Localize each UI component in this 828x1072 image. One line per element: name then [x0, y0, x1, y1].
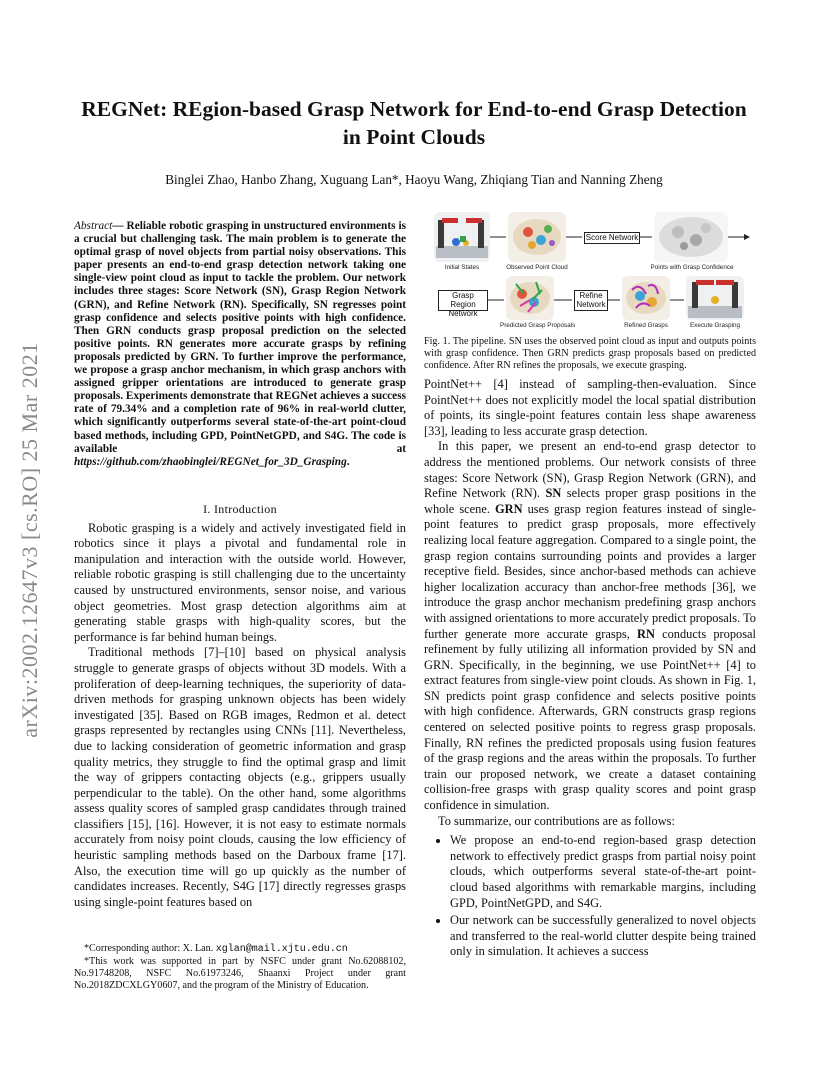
- grasp-region-network-box: Grasp Region Network: [438, 290, 488, 311]
- label-initial-states: Initial States: [444, 264, 480, 271]
- abstract-end: .: [346, 455, 350, 468]
- label-points-with-grasp-confidence: Points with Grasp Confidence: [650, 264, 734, 271]
- predicted-grasp-proposals-image: [506, 276, 554, 320]
- intro-paragraph-1: Robotic grasping is a widely and actively investigated field in robotics since it plays a pivotal and fundamental role in manipulation and interaction with the outside world. However, reliable robotic grasping is still challenging due to the uncertainty caused by unstructured environments, sensor noise, and various object geometries. Most grasp detection algorithms aim at generating stable grasps with high-quality scores, but the performance is far behind human beings.: [74, 520, 406, 644]
- overview-text-c: uses grasp region features instead of single-point features to predict grasp proposals, more effectively realizing local feature aggregation. Compared to a single point, the grasp region contains surrounding points and provides a larger receptive field. Besides, since anchor-based methods can achieve higher localization accuracy than anchor-free methods [36], we introduce the grasp anchor mechanism predefining grasp anchors with assigned orientations to more accurately predict proposals. To further generate more accurate grasps,: [424, 501, 756, 641]
- abstract: [74, 220, 406, 469]
- contributions-intro: To summarize, our contributions are as follows:: [438, 813, 675, 828]
- contribution-item: • We propose an end-to-end region-based grasp detection network to effectively predict grasps from partial noisy point clouds, which outperforms several state-of-the-art point-cloud based algorithms with remarkable margins, including GPD, PointNetGPD, and S4G.: [450, 833, 756, 911]
- introduction: [74, 497, 406, 910]
- bold-rn: RN: [637, 626, 655, 641]
- continued-paragraph: PointNet++ [4] instead of sampling-then-evaluation. Since PointNet++ does not explicitly model the local spatial distribution of points, its single-point features contain less shape awareness [33], leading to less accurate grasp detection.: [424, 377, 756, 438]
- overview-text-a: In this paper, we present an end-to-end grasp detector to address the mentioned problems. Our network consists of three stages: Score Network (SN), Grasp Region Network (GRN), and Refine Network (RN).: [424, 439, 756, 501]
- bold-sn: SN: [545, 486, 562, 501]
- footnote-funding: *This work was supported in part by NSFC under grant No.62088102, No.91748208, NSFC No.61973246, Shaanxi Project under grant No.2018ZDCXLGY0607, and the program of the Ministry of Education.: [74, 956, 406, 991]
- figure-1-pipeline: [424, 210, 756, 334]
- contributions-list: [424, 833, 756, 960]
- contribution-item: • Our network can be successfully generalized to novel objects and transferred to the real-world clutter despite being trained only in simulation. It achieves a success: [450, 913, 756, 960]
- footnote-corresponding: [74, 943, 406, 956]
- author-email[interactable]: xglan@mail.xjtu.edu.cn: [215, 944, 348, 955]
- label-observed-point-cloud: Observed Point Cloud: [506, 264, 568, 271]
- overview-text-d: conducts proposal refinement by fully utilizing all information provided by SN and GRN. Specifically, in the beginning, we use PointNet++ [4] to extract features from single-view point clouds. As shown in Fig. 1, SN predicts point grasp confidence and selects positive points with high confidence. Afterwards, GRN constructs grasp regions centered on selected positive points to regress grasp proposals. Finally, RN refines the predicted proposals using fusion features of the grasp regions and the areas within the proposals. To further train our proposed network, we create a dataset containing collision-free grasps with grasp quality scores and point grasp confidence in simulation.: [424, 626, 756, 813]
- abstract-text: — Reliable robotic grasping in unstructured environments is a crucial but challenging task. The main problem is to generate the optimal grasp of novel objects from partial noisy observations. This paper presents an end-to-end grasp detection network taking one single-view point cloud as input to tackle the problem. Our network includes three stages: Score Network (SN), Grasp Region Network (GRN), and Refine Network (RN). Specifically, SN regresses point grasp confidence and selects positive points with high confidence. Then GRN conducts grasp proposal prediction on the selected positive points. RN generates more accurate grasps by refining proposals predicted by GRN. To further improve the performance, we propose a grasp anchor mechanism, in which grasp anchors with assigned gripper orientations are introduced to generate grasp proposals. Experiments demonstrate that REGNet achieves a success rate of 79.34% and a completion rate of 96% in real-world clutter, which significantly outperforms several state-of-the-art point-cloud based methods, including GPD, PointNetGPD, and S4G. The code is available at: [74, 220, 406, 455]
- score-network-box: Score Network: [585, 233, 639, 242]
- section-heading-introduction: I. Introduction: [203, 502, 277, 516]
- execute-grasping-image: [686, 276, 744, 320]
- paragraph-overview: [424, 439, 756, 813]
- arxiv-sidebar: [12, 180, 48, 900]
- code-link[interactable]: https://github.com/zhaobinglei/REGNet_for_3D_Grasping: [74, 455, 347, 468]
- intro-paragraph-2: Traditional methods [7]–[10] based on physical analysis struggle to generate grasps of objects without 3D models. With a proliferation of deep-learning techniques, the superiority of data-driven methods for grasping unknown objects has been widely investigated [35]. Based on RGB images, Redmon et al. detect grasps represented by rectangles using CNNs [11]. Nevertheless, due to lacking consideration of geometric information and grasp quality metrics, they struggle to find the optimal grasp and limit the way of grippers contacting objects (e.g., grippers usually perpendicular to the table). On the other hand, some algorithms assess quality scores of sampled grasp candidates through trained classifiers [15], [16]. However, it is not easy to estimate normals accurately from noisy point clouds, causing the low efficiency of heuristic sampling methods based on the Darboux frame [17]. Also, the execution time will go up quickly as the number of candidates increases. Recently, S4G [17] directly regresses grasps using single-point features based on: [74, 645, 406, 909]
- bold-grn: GRN: [494, 501, 523, 516]
- footnotes: [74, 943, 406, 992]
- label-execute-grasping: Execute Grasping: [689, 322, 741, 329]
- paper-title: REGNet: REgion-based Grasp Network for End-to-end Grasp Detection in Point Clouds: [81, 97, 747, 149]
- arxiv-identifier: arXiv:2002.12647v3 [cs.RO] 25 Mar 2021: [17, 342, 42, 738]
- overview-text-b: selects proper grasp positions in the whole scene.: [424, 486, 756, 516]
- footnote-corresponding-text: *Corresponding author: X. Lan.: [84, 943, 216, 954]
- right-column-body: [424, 377, 756, 962]
- label-refined-grasps: Refined Grasps: [624, 322, 668, 329]
- label-predicted-grasp-proposals: Predicted Grasp Proposals: [500, 322, 576, 329]
- refined-grasps-image: [622, 276, 670, 320]
- figure-1-caption: Fig. 1. The pipeline. SN uses the observed point cloud as input and outputs points with grasp confidence. Then GRN predicts grasp proposals based on predicted confidence. After RN refines the proposals, we execute grasping.: [424, 336, 756, 372]
- abstract-label: Abstract: [74, 220, 113, 232]
- author-list: Binglei Zhao, Hanbo Zhang, Xuguang Lan*, Haoyu Wang, Zhiqiang Tian and Nanning Zheng: [165, 172, 663, 187]
- refine-network-box: Refine Network: [574, 290, 608, 311]
